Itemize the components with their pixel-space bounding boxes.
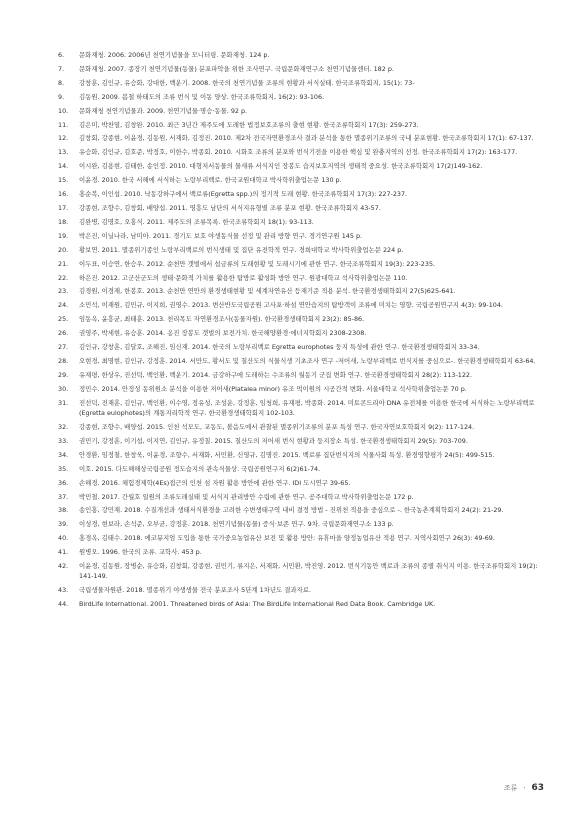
reference-item	[58, 398, 538, 419]
reference-text: 문화재청. 2007. 종장기 천연기념물(동물) 분포파악을 위한 조사연구. 국립문화재연구소 천연기념물센터. 182 p.	[79, 64, 394, 73]
reference-number: 18.	[58, 217, 69, 226]
reference-number: 19.	[58, 231, 69, 240]
reference-text: 이호. 2015. 다도해해상국립공원 정도습지의 관속식물상. 국립공원연구지 6(2)61-74.	[79, 464, 321, 473]
section-label: 조류	[503, 784, 518, 792]
reference-text: 이시완, 김용현, 김태한, 송인정. 2010. 대형저서동물의 물새류 서식지인 장봉도 습지보호지역의 생태적 중요성. 한국조류학회지 17(2)149-162.	[79, 162, 483, 171]
reference-text: 황보연. 2011. 멸종위기종인 노랑부리백로의 번식생태 및 집단 유전학적 연구. 경희대학교 박사학위출업논문 224 p.	[79, 245, 404, 254]
reference-number: 26.	[58, 329, 69, 338]
reference-item	[58, 175, 538, 185]
reference-item	[58, 231, 538, 241]
reference-item	[58, 464, 538, 474]
reference-item	[58, 505, 538, 515]
reference-item	[58, 203, 538, 213]
reference-item	[58, 492, 538, 502]
page-footer	[504, 783, 544, 793]
reference-item	[58, 245, 538, 255]
reference-item	[58, 356, 538, 366]
reference-number: 17.	[58, 203, 69, 212]
reference-text: BirdLife International. 2001. Threatened birds of Asia: The BirdLife International Red Data Book. Cambridge UK.	[79, 600, 436, 609]
reference-number: 21.	[58, 259, 69, 268]
reference-item	[58, 189, 538, 199]
reference-item	[58, 78, 538, 88]
reference-item	[58, 422, 538, 432]
reference-text: 문화재청. 2006. 2006년 천연기념물을 모니터링. 문화재청. 124 p.	[79, 51, 270, 59]
reference-number: 37.	[58, 492, 69, 501]
reference-item	[58, 519, 538, 529]
reference-text: 김은미, 박찬열, 김창완. 2010. 최근 3년간 제주도에 도래한 법정보호조류의 출현 현황. 한국조류학회지 17(3): 259-273.	[79, 120, 419, 129]
reference-text: 진선덕, 전재훈, 김인규, 백인환, 이수영, 정유성, 조성운, 강정훈, 임청희, 유재평, 박종화. 2014. 미토콘드리아 DNA 유전체를 이용한 한국에 서식하는 노랑부리백로(Egretta eulophotes)의 계통지리학적 연구. 한국환경생태학회지 102-103.	[79, 398, 535, 418]
reference-number: 44.	[58, 600, 69, 609]
reference-text: 오현경, 최명현, 김인규, 강정훈. 2014. 서만도, 황서도 및 칠산도의 식물식생 기초조사 연구 -저어새, 노랑부리백로 번식지를 중심으로-. 한국환경생태학회지 63-64.	[79, 356, 536, 365]
reference-item	[58, 328, 538, 338]
reference-text: 김인규, 강창훈, 김달호, 조해진, 임신재. 2014. 한국의 노랑부리백로 Egretta europhotes 둥지 특성에 관한 연구. 한국환경생태학회지 33-34.	[79, 343, 480, 352]
reference-text: 홍순복, 이인섭. 2010. 낙동강하구에서 백로류(Egretta spp.)의 정기적 도래 현황. 한국조류학회지 17(3): 227-237.	[79, 190, 408, 199]
reference-number: 33.	[58, 436, 69, 445]
reference-number: 28.	[58, 356, 69, 365]
reference-text: 김동원. 2009. 봄철 하태도의 조류 번식 및 이동 양상. 한국조류학회지, 16(2): 93-106.	[79, 92, 325, 101]
reference-text: 김완병, 김명호, 오홍식. 2011. 제주도의 조류목록. 한국조류학회지 18(1): 93-113.	[79, 217, 314, 226]
reference-text: 안경환, 임정철, 한창욱, 이윤경, 조향수, 서재화, 서민환, 신영규, 김명진. 2015. 백로류 집단번식지의 식물사회 특성. 환경영향평가 24(5): 499-515.	[79, 450, 495, 459]
reference-number: 25.	[58, 315, 69, 324]
reference-text: 하은진. 2012. 고군산군도의 생태·문화적 가치를 활용한 탐방로 활성화 방안 연구. 원광대학교 석사학위출업논문 110.	[79, 273, 408, 282]
reference-list	[58, 50, 538, 613]
reference-item	[58, 478, 538, 488]
reference-item	[58, 300, 538, 310]
reference-item	[58, 436, 538, 446]
reference-number: 24.	[58, 301, 69, 310]
reference-number: 35.	[58, 464, 69, 473]
reference-item	[58, 161, 538, 171]
reference-number: 12.	[58, 134, 69, 143]
reference-text: 권영주, 박세현, 유승훈. 2014. 옹진 장봉도 갯벌의 보전가치. 한국해양환경·에너지학회지 2308-2308.	[79, 329, 367, 338]
reference-number: 31.	[58, 398, 69, 407]
page-number: 63	[531, 783, 544, 793]
reference-item	[58, 92, 538, 102]
reference-number: 20.	[58, 245, 69, 254]
reference-item	[58, 561, 538, 582]
reference-item	[58, 147, 538, 157]
reference-number: 15.	[58, 176, 69, 185]
reference-number: 6.	[58, 51, 65, 59]
reference-number: 41.	[58, 548, 69, 557]
reference-text: 김창회, 강종현, 이윤경, 김동원, 서재화, 김정진. 2010. 제2차 전국자연환경조사 결과 분석을 통한 멸종위기조류의 국내 분포현황. 한국조류학회지 17(1): 67-137.	[79, 134, 534, 143]
reference-item	[58, 133, 538, 143]
reference-text: 송인홍, 강민재. 2018. 수질개선과 생태서식환경을 고려한 수변생태구역 내비 결정 방법 - 진위천 적용을 중심으로 -. 한국농촌계획학회지 24(2): 21-29.	[79, 506, 504, 515]
reference-item	[58, 314, 538, 324]
reference-text: 원병오. 1996. 한국의 조류. 교학사. 453 p.	[79, 548, 202, 557]
reference-item	[58, 450, 538, 460]
reference-text: 박은진, 이닐나라, 남미아. 2011. 경기도 보호 야생동식물 선정 및 관리 방향 연구. 경기연구원 145 p.	[79, 231, 363, 240]
reference-number: 13.	[58, 148, 69, 157]
reference-number: 36.	[58, 478, 69, 487]
reference-text: 권민기, 강정훈, 이기섭, 이지연, 김인규, 유정칠. 2015. 칠산도의 저어새 번식 현황과 둥지장소 특성. 한국환경생태학회지 29(5): 703-709.	[79, 436, 468, 445]
reference-number: 42.	[58, 562, 69, 571]
reference-item	[58, 384, 538, 394]
reference-number: 9.	[58, 92, 65, 101]
reference-item	[58, 370, 538, 380]
reference-number: 16.	[58, 190, 69, 199]
reference-item	[58, 585, 538, 595]
reference-item	[58, 106, 538, 116]
reference-number: 11.	[58, 120, 69, 129]
reference-number: 34.	[58, 450, 69, 459]
reference-number: 27.	[58, 343, 69, 352]
reference-number: 22.	[58, 273, 69, 282]
reference-number: 8.	[58, 78, 65, 87]
reference-number: 43.	[58, 586, 69, 595]
reference-number: 14.	[58, 162, 69, 171]
footer-separator: ·	[523, 784, 526, 792]
reference-text: 강창훈, 김인규, 유승화, 강대한, 백운기. 2008. 한국의 천연기념물 조류의 현황과 서식실태. 한국조류학회지, 15(1): 73-	[79, 78, 415, 87]
reference-text: 김경원, 이경재, 한봉호. 2013. 순천만 연안의 환경생태현황 및 세계자연유산 등재기준 적용 분석. 한국환경생태학회지 27(5)625-641.	[79, 287, 456, 296]
reference-item	[58, 217, 538, 227]
reference-text: 소민석, 이재원, 김민규, 이지희, 권영수. 2013. 변산반도국립공원 고사포·하섬 연안습지의 탐방객이 조류에 미치는 영향. 국립공원연구지 4(3): 99-104.	[79, 301, 503, 310]
reference-item	[58, 533, 538, 543]
reference-text: 이두표, 이승연, 한승우. 2012. 순천만 갯벌에서 섭금류의 도래현황 및 도래시기에 관한 연구. 한국조류학회지 19(3): 223-235.	[79, 259, 436, 268]
reference-text: 이성경, 현보라, 손석준, 오부균, 강정훈. 2018. 천연기념물(동물) 증식·보존 연구. 9차. 국립문화재연구소 133 p.	[79, 520, 394, 529]
reference-item	[58, 64, 538, 74]
reference-item	[58, 50, 538, 60]
reference-text: 이윤경. 2010. 한국 서해에 서식하는 노랑부리백로. 한국교원대학교 박사학위출업논문 130 p.	[79, 176, 342, 185]
reference-number: 23.	[58, 287, 69, 296]
reference-text: 박민철. 2017. 간월호 일원의 조류도래실태 및 서식지 관리방안 수립에 관한 연구. 공주대학교 박사학위출업논문 172 p.	[79, 492, 414, 501]
reference-text: 강종현, 조향수, 배양섭. 2015. 인천 석모도, 교동도, 볼음도에서 관찰된 멸종위기조류의 분포 특성 연구. 한국자연보호학회지 9(2): 117-124.	[79, 422, 475, 431]
reference-text: 강종현, 조향수, 김창회, 배양섭. 2011. 영흥도 남단의 서식지유형별 조류 분포 현황. 한국조류학회지 43-57.	[79, 203, 381, 212]
reference-number: 32.	[58, 422, 69, 431]
reference-text: 유승화, 김인규, 김호준, 박정호, 이한수, 박종회. 2010. 시화호 조류의 분포와 번식기전을 이용한 핵심 및 완충지역의 선정. 한국조류학회지 17(2): 163-177.	[79, 148, 518, 157]
reference-text: 유재평, 한상우, 진선덕, 백인환, 백운기. 2014. 금강하구에 도래하는 수조류의 월동기 군집 변화 연구. 한국환경생태학회지 28(2): 113-122.	[79, 370, 472, 379]
reference-number: 7.	[58, 64, 65, 73]
reference-item	[58, 342, 538, 352]
reference-item	[58, 259, 538, 269]
reference-number: 40.	[58, 534, 69, 543]
reference-item	[58, 547, 538, 557]
reference-item	[58, 273, 538, 283]
reference-number: 39.	[58, 520, 69, 529]
reference-number: 29.	[58, 370, 69, 379]
reference-text: 홍경옥, 김태수. 2018. 에코뮤지엄 도입을 통한 국가중요농업유산 보전 및 활용 방안: 유휴마을 양정농업유산 적용 연구. 지역사회연구 26(3): 49-69.	[79, 534, 495, 543]
reference-text: 국립생물자원관. 2018. 멸종위기 야생생물 전국 분포조사 5단계 1차년도 결과자료.	[79, 586, 311, 595]
reference-text: 이윤경, 김동원, 장병순, 유승화, 김창회, 강종현, 권민기, 류지은, 서재화, 서민환, 박진영. 2012. 번식기동안 백로과 조류의 종별 취식지 이용. 한국조류학회지 19(2): 141-149.	[79, 562, 538, 581]
reference-number: 30.	[58, 384, 69, 393]
reference-text: 문화재청 천연기념물과. 2009. 천연기념물·명승·동물. 92 p.	[79, 106, 248, 115]
reference-item	[58, 599, 538, 609]
reference-text: 정민수. 2014. 안정성 동위원소 분석을 이용한 저어새(Platalea minor) 유조 먹이원의 시공간적 변화. 서울대학교 석사학위출업논문 70 p.	[79, 384, 467, 393]
reference-text: 임동옥, 윤흥균, 최태훈. 2013. 천리목도 자연환경조사(동물자원). 한국환경생태학회지 23(2): 85-86.	[79, 315, 365, 324]
reference-item	[58, 286, 538, 296]
reference-number: 10.	[58, 106, 69, 115]
reference-text: 손해경. 2016. 체험경제학(4Es)접근의 인천 섬 자원 활용 방안에 관한 연구. IDI 도시연구 39-65.	[79, 478, 351, 487]
reference-item	[58, 120, 538, 130]
reference-number: 38.	[58, 506, 69, 515]
